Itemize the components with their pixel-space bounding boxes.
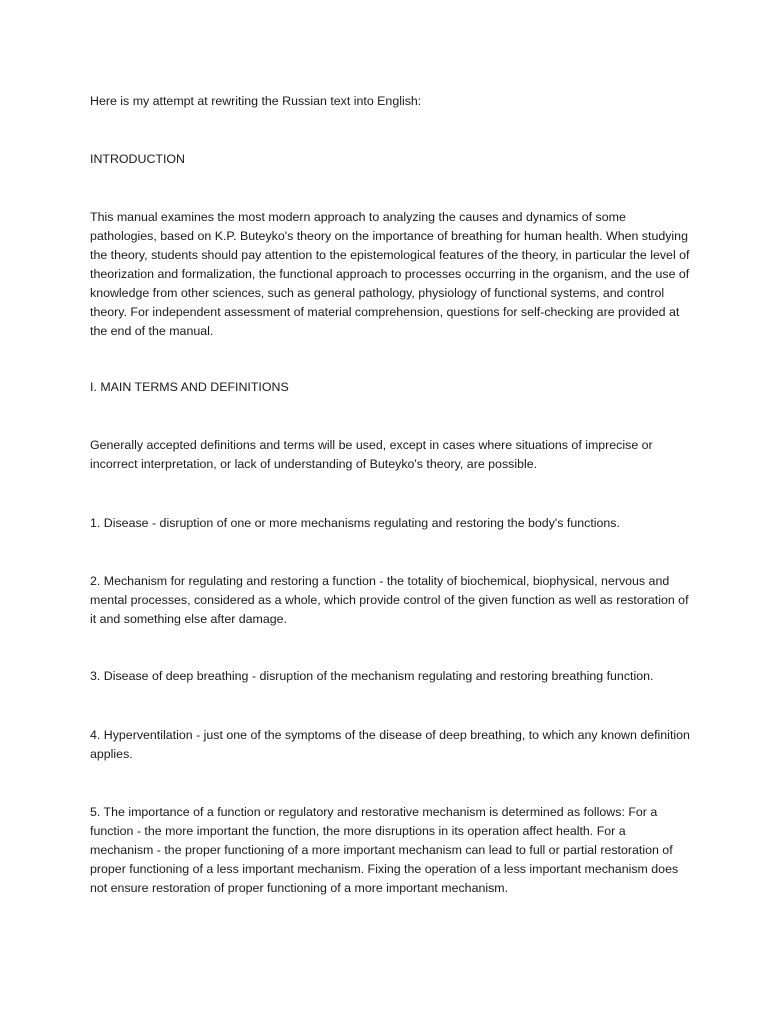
definition-item: 5. The importance of a function or regulatory and restorative mechanism is determined as follows: For a function - the more important the function, the more disruptions in its operation affect health. For a mechanism - the proper functioning of a more important mechanism can lead to full or partial restoration of proper functioning of a less important mechanism. Fixing the operation of a less important mechanism does not ensure restoration of proper functioning of a more important mechanism. [90, 805, 679, 895]
definition-item: 1. Disease - disruption of one or more mechanisms regulating and restoring the body's functions. [90, 516, 620, 530]
definition-item: 3. Disease of deep breathing - disruption of the mechanism regulating and restoring breathing function. [90, 669, 654, 683]
definition-item: 4. Hyperventilation - just one of the symptoms of the disease of deep breathing, to which any known definition applies. [90, 728, 690, 761]
definition-item: 2. Mechanism for regulating and restoring a function - the totality of biochemical, biophysical, nervous and mental processes, considered as a whole, which provide control of the given function as well as restoration of it and something else after damage. [90, 574, 689, 626]
section-intro-paragraph: Generally accepted definitions and terms will be used, except in cases where situations of imprecise or incorrect interpretation, or lack of understanding of Buteyko's theory, are possible. [90, 438, 653, 471]
preamble-text: Here is my attempt at rewriting the Russian text into English: [90, 94, 422, 108]
section-heading: I. MAIN TERMS AND DEFINITIONS [90, 380, 289, 394]
intro-heading: INTRODUCTION [90, 152, 185, 166]
intro-paragraph: This manual examines the most modern approach to analyzing the causes and dynamics of some pathologies, based on K.P. Buteyko's theory on the importance of breathing for human health. When studying the theory, students should pay attention to the epistemological features of the theory, in particular the level of theorization and formalization, the functional approach to processes occurring in the organism, and the use of knowledge from other sciences, such as general pathology, physiology of functional systems, and control theory. For independent assessment of material comprehension, questions for self-checking are provided at the end of the manual. [90, 210, 690, 338]
